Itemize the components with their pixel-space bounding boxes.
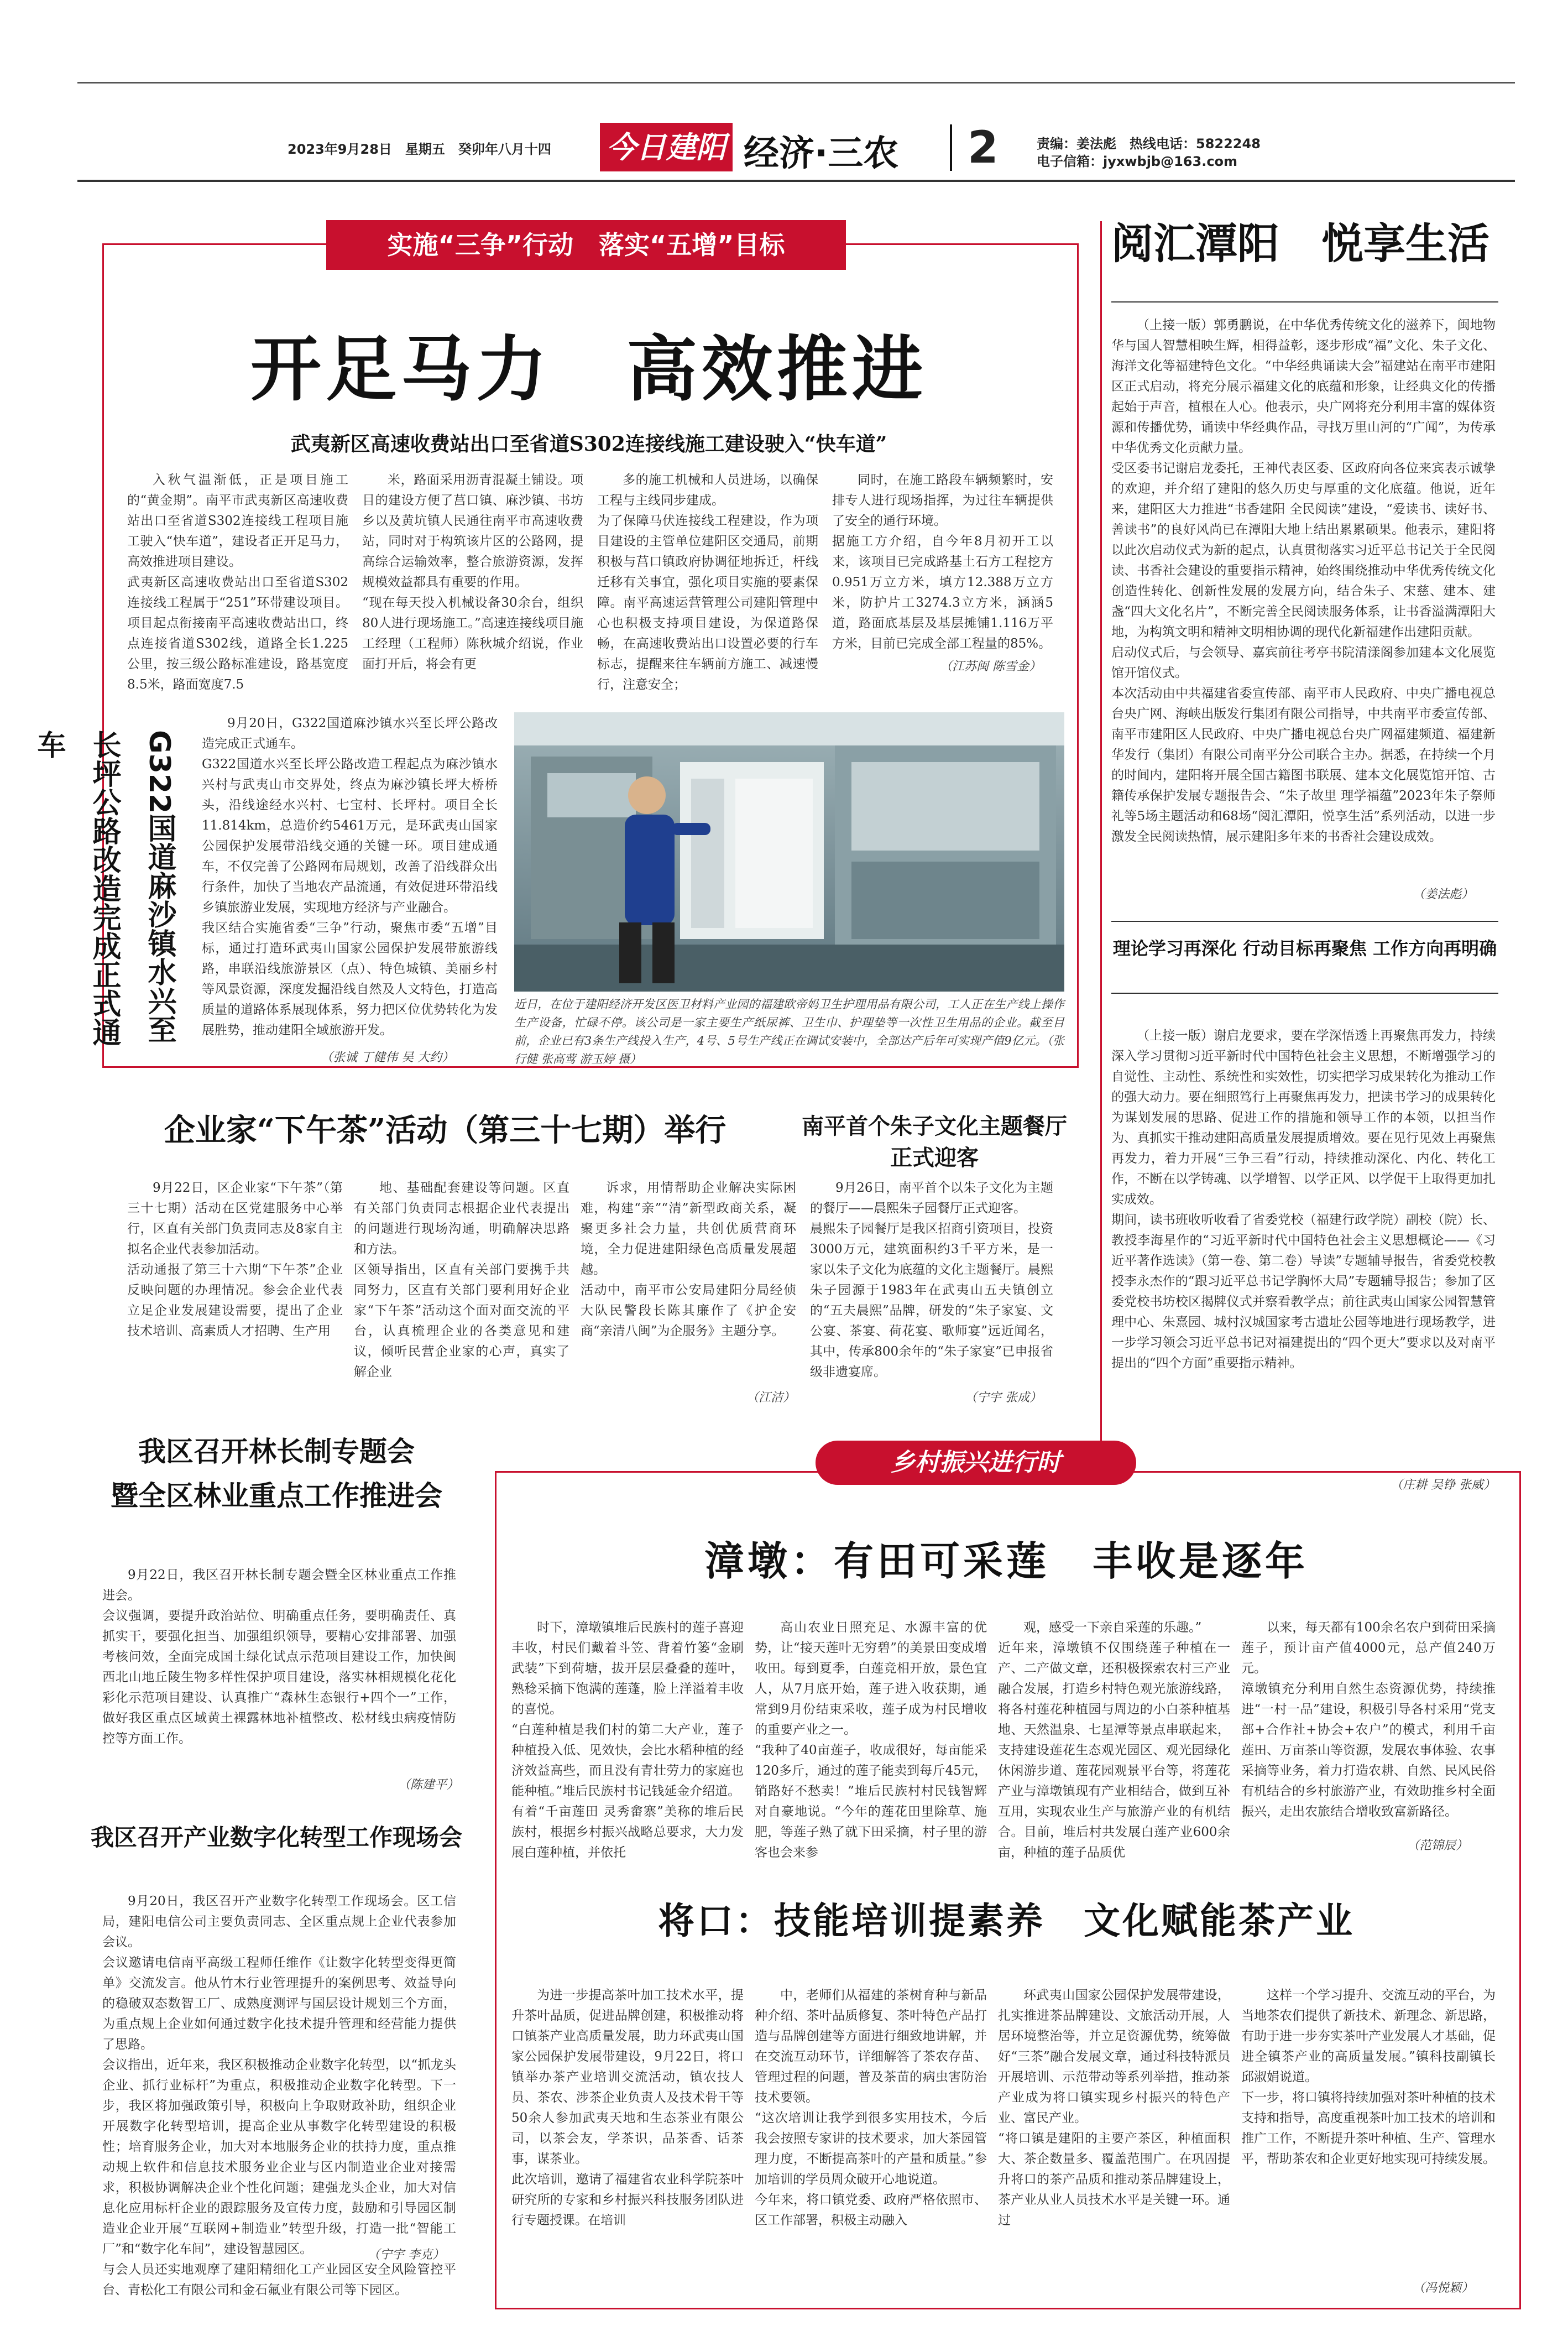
factory-photo <box>514 712 1064 992</box>
digital-title: 我区召开产业数字化转型工作现场会 <box>90 1824 462 1851</box>
right-divider <box>1111 921 1498 922</box>
zhuzi-byline: （宁宇 张成） <box>965 1391 1042 1405</box>
lead-col-1: 入秋气温渐低，正是项目施工的“黄金期”。南平市武夷新区高速收费站出口至省道S302连接线工程项目施工驶入“快车道”，建设者正开足马力，高效推进项目建设。 武夷新区高速收费站出口至省道S302连接线工程属于“251”环带建设项目。项目起点衔接南平高速收费站出口，终点连接省道S302线，道路全长1.225公里，按三级公路标准建设，路基宽度8.5米，路面宽度7.5 <box>127 473 348 692</box>
rural-story1-title: 漳墩：有田可采莲 丰收是逐年 <box>704 1537 1308 1584</box>
forest-title-2: 暨全区林业重点工作推进会 <box>111 1479 442 1512</box>
logo-text: 今日建阳 <box>607 129 726 165</box>
forest-title-1: 我区召开林长制专题会 <box>138 1435 415 1468</box>
page-divider <box>950 124 952 171</box>
right-title: 阅汇潭阳 悦享生活 <box>1111 219 1489 268</box>
paper-logo <box>600 123 733 171</box>
g322-byline: （张诚 丁健伟 吴 大约） <box>321 1051 454 1065</box>
rural-banner: 乡村振兴进行时 <box>816 1441 1136 1485</box>
masthead-rule <box>77 180 1515 182</box>
theory-title-rule <box>1111 993 1498 994</box>
lead-title: 开足马力 高效推进 <box>250 328 927 411</box>
rural-story2-col-3: 环武夷山国家公园保护发展带建设，扎实推进茶品牌建设、文旅活动开展，人居环境整治等，并立足资源优势，统筹做好“三茶”融合发展文章，通过科技特派员开展培训、示范带动等系列举措，推动茶产业成为将口镇实现乡村振兴的特色产业、富民产业。 “将口镇是建阳的主要产茶区，种植面积大、茶企数量多、覆盖范围广。在巩固提升将口的茶产品质和推动茶品牌建设上，茶产业从业人员技术水平是关键一环。通过 <box>998 1988 1230 2228</box>
digital-body: 9月20日，我区召开产业数字化转型工作现场会。区工信局，建阳电信公司主要负责同志、全区重点规上企业代表参加会议。 会议邀请电信南平高级工程师任维作《让数字化转型变得更简单》交流发言。他从竹木行业管理提升的案例思考、效益导向的稳破双态数智工厂、成熟度测评与国层设计规划三个方面，为重点规上企业如何通过数字化技术提升管理和经营能力提供了思路。 会议指出，近年来，我区积极推动企业数字化转型，以“抓龙头企业、抓行业标杆”为重点，积极推动企业数字化转型。下一步，我区将加强政策引导，积极向上争取财政补助，组织企业开展数字化转型培训，提高企业从事数字化转型建设的积极性；培育服务企业，加大对本地服务企业的扶持力度，重点推动规上软件和信息技术服务业企业与区内制造业企业对接需求，积极协调解决企业个性化问题；建强龙头企业，加大对信息化应用标杆企业的跟踪服务及宣传力度，鼓励和引导园区制造业企业开展“互联网+制造业”转型升级，打造一批“智能工厂”和“数字化车间”，建设智慧园区。 与会人员还实地观摩了建阳精细化工产业园区安全风险管控平台、青松化工有限公司和金石氟业有限公司等下园区。 <box>102 1894 456 2297</box>
lead-col-2: 米，路面采用沥青混凝土铺设。项目的建设方便了莒口镇、麻沙镇、书坊乡以及黄坑镇人民通往南平市高速收费站，同时对于构筑该片区的公路网，提高综合运输效率，整合旅游资源，发挥规模效益都具有重要的作用。 “现在每天投入机械设备30余台，组织80人进行现场施工。”高速连接线项目施工经理（工程师）陈秋城介绍说，作业面打开后，将会有更 <box>362 473 583 671</box>
rural-story2-col-4: 这样一个学习提升、交流互动的平台，为当地茶农们提供了新技术、新理念、新思路，有助于进一步夯实茶叶产业发展人才基础，促进全镇茶产业的高质量发展。”镇科技副镇长邱淑娟说道。 下一步，将口镇将持续加强对茶叶种植的技术支持和指导，高度重视茶叶加工技术的培训和推广工作，不断提升茶叶种植、生产、管理水平，帮助茶农和企业更好地实现可持续发展。 <box>1241 1988 1496 2166</box>
rural-story2-col-2: 中，老师们从福建的茶树育种与新品种介绍、茶叶品质修复、茶叶特色产品打造与品牌创建等方面进行细致地讲解，并在交流互动环节，详细解答了茶农存苗、管理过程的问题，普及茶苗的病虫害防治技术要领。 “这次培训让我学到很多实用技术，今后我会按照专家讲的技术要求，加大茶园管理力度，不断提高茶叶的产量和质量。”参加培训的学员周众破开心地说道。 今年来，将口镇党委、政府严格依照市、区工作部署，积极主动融入 <box>755 1988 987 2228</box>
lead-kicker: 实施“三争”行动 落实“五增”目标 <box>326 220 846 270</box>
page-number: 2 <box>968 122 999 173</box>
rural-story2-byline: （冯悦颖） <box>1413 2281 1474 2295</box>
zhuzi-title: 南平首个朱子文化主题餐厅正式迎客 <box>802 1114 1067 1171</box>
theory-byline: （庄耕 吴铮 张威） <box>1391 1478 1496 1492</box>
rural-story1-col-3: 观，感受一下亲自采莲的乐趣。” 近年来，漳墩镇不仅围绕莲子种植在一产、二产做文章，还积极探索农村三产业融合发展，打造乡村特色观光旅游线路，将各村莲花种植园与周边的小白茶种植基地、天然温泉、七星潭等景点串联起来，支持建设莲花生态观光园区、观光园绿化休闲游步道、莲花园观景平台等，将莲花产业与漳墩镇现有产业相结合，做到互补互用，实现农业生产与旅游产业的有机结合。目前，堆后村共发展白莲产业600余亩，种植的莲子品质优 <box>998 1620 1230 1860</box>
tea-title: 企业家“下午茶”活动（第三十七期）举行 <box>164 1112 726 1149</box>
digital-byline: （宁宇 李克） <box>368 2248 445 2262</box>
lead-col-4: 同时，在施工路段车辆频繁时，安排专人进行现场指挥，为过往车辆提供了安全的通行环境。 据施工方介绍，自今年8月初开工以来，该项目已完成路基土石方工程挖方0.951万立方米，填方12.388万立方米，防护片工3274.3立方米，涵涵5道，路面底基层及基层摊铺1.116万平方米，目前已完成全部工程量的85%。 <box>832 473 1053 651</box>
zhuzi-body: 9月26日，南平首个以朱子文化为主题的餐厅——晨熙朱子园餐厅正式迎客。 晨熙朱子园餐厅是我区招商引资项目，投资3000万元，建筑面积约3千平方米，是一家以朱子文化为底蕴的文化主题餐厅。晨熙朱子园源于1983年在武夷山五夫镇创立的“五夫晨熙”品牌，研发的“朱子家宴、文公宴、茶宴、荷花宴、歌师宴”远近闻名，其中，传承800余年的“朱子家宴”已申报省级非遗宴席。 <box>810 1181 1053 1379</box>
top-rule <box>77 82 1515 84</box>
right-byline: （姜法彪） <box>1413 888 1474 901</box>
forest-body: 9月22日，我区召开林长制专题会暨全区林业重点工作推进会。 会议强调，要提升政治站位、明确重点任务，要明确责任、真抓实干，要强化担当、加强组织领导，要精心安排部署、加强考核问效，全面完成国土绿化试点示范项目建设工作，加快闽西北山地丘陵生物多样性保护项目建设，落实林相规模化花化彩化示范项目建设、认真推广“森林生态银行+四个一”工作，做好我区重点区域黄土裸露林地补植整改、松材线虫病疫情防控等方面工作。 <box>102 1568 456 1746</box>
tea-col-2: 地、基础配套建设等问题。区直有关部门负责同志根据企业代表提出的问题进行现场沟通，明确解决思路和方法。 区领导指出，区直有关部门要携手共同努力，区直有关部门要利用好企业家“下午茶”活动这个面对面交流的平台，认真梳理企业的各类意见和建议，倾听民营企业家的心声，真实了解企业 <box>354 1181 569 1379</box>
g322-title <box>32 730 187 1056</box>
factory-photo-art <box>514 712 1064 992</box>
rural-story1-col-1: 时下，漳墩镇堆后民族村的莲子喜迎丰收，村民们戴着斗笠、背着竹篓“金刷武装”下到荷塘，拔开层层叠叠的莲叶，熟稔采摘下饱满的莲蓬，脸上洋溢着丰收的喜悦。 “白莲种植是我们村的第二大产业，莲子种植投入低、见效快，会比水稻种植的经济效益高些，而且没有青壮劳力的家庭也能种植。”堆后民族村书记钱延金介绍道。 有着“千亩莲田 灵秀畲寨”美称的堆后民族村，根据乡村振兴战略总要求，大力发展白莲种植，并依托 <box>511 1620 744 1860</box>
right-title-rule <box>1111 301 1498 303</box>
rural-story1-col-2: 高山农业日照充足、水源丰富的优势，让“接天莲叶无穷碧”的美景田变成增收田。每到夏季，白莲竞相开放，景色宜人，从7月底开始，莲子进入收获期，通常到9月份结束采收，莲子成为村民增收的重要产业之一。 “我种了40亩莲子，收成很好，每亩能采120多斤，通过的莲子能卖到每斤45元，销路好不愁卖！”堆后民族村村民钱智辉对自豪地说。“今年的莲花田里除草、施肥，等莲子熟了就下田采摘，村子里的游客也会来参 <box>755 1620 987 1860</box>
theory-body: （上接一版）谢启龙要求，要在学深悟透上再聚焦再发力，持续深入学习贯彻习近平新时代中国特色社会主义思想，不断增强学习的自觉性、主动性、系统性和实效性，切实把学习成果转化为推动工作的强大动力。要在细照笃行上再聚焦再发力，把读书学习的成果转化为谋划发展的思路、促进工作的措施和领导工作的本领，以担当作为、真抓实干推动建阳高质量发展提质增效。要在见行见效上再聚焦再发力，着力开展“三争三看”行动，持续推动深化、内化、转化工作，不断在以学铸魂、以学增智、以学正风、以学促干上取得更加扎实成效。 期间，读书班收听收看了省委党校（福建行政学院）副校（院）长、教授李海星作的“习近平新时代中国特色社会主义思想概论——《习近平著作选读》（第一卷、第二卷）导读”专题辅导报告，省委党校教授李永杰作的“跟习近平总书记学胸怀大局”专题辅导报告；参加了区委党校书坊校区揭牌仪式并察看教学点；前往武夷山国家公园智慧管理中心、朱熹园、城村汉城国家考古遗址公园等地进行现场教学，进一步学习领会习近平总书记对福建提出的“四个更大”要求以及对南平提出的“四个方面”重要指示精神。 <box>1111 1029 1496 1370</box>
photo-caption: 近日，在位于建阳经济开发区医卫材料产业园的福建欧帝妈卫生护理用品有限公司，工人正在生产线上操作生产设备，忙碌不停。该公司是一家主要生产纸尿裤、卫生巾、护理垫等一次性卫生用品的企业。截至目前，企业已有3条生产线投入生产，4号、5号生产线正在调试安装中，全部达产后年可实现产值9亿元。（张行健 张高莺 游玉婷 摄） <box>514 998 1064 1066</box>
issue-date: 2023年9月28日 星期五 癸卯年八月十四 <box>288 142 551 157</box>
theory-title: 理论学习再深化 行动目标再聚焦 工作方向再明确 <box>1112 938 1497 959</box>
lead-col-3: 多的施工机械和人员进场，以确保工程与主线同步建成。 为了保障马伏连接线工程建设，作为项目建设的主管单位建阳区交通局，前期积极与莒口镇政府协调征地拆迁，杆线迁移有关事宜，强化项目实施的要素保障。南平高速运营管理公司建阳管理中心也积极支持项目建设，为保道路保畅，在高速收费站出口设置必要的行车标志，提醒来往车辆前方施工、减速慢行，注意安全； <box>597 473 818 692</box>
tea-col-1: 9月22日，区企业家“下午茶”（第三十七期）活动在区党建服务中心举行，区直有关部门负责同志及8家自主拟名企业代表参加活动。 活动通报了第三十六期“下午茶”企业反映问题的办理情况。参会企业代表立足企业发展建设需要，提出了企业技术培训、高素质人才招聘、生产用 <box>127 1181 343 1338</box>
g322-body: 9月20日，G322国道麻沙镇水兴至长坪公路改造完成正式通车。 G322国道水兴至长坪公路改造工程起点为麻沙镇水兴村与武夷山市交界处，终点为麻沙镇长坪大桥桥头，沿线途经水兴村、七宝村、长坪村。项目全长11.814km，总造价约5461万元，是环武夷山国家公园保护发展带沿线交通的关键一环。项目建成通车，不仅完善了公路网布局规划，改善了沿线群众出行条件，加快了当地农产品流通，有效促进环带沿线乡镇旅游业发展，实现地方经济与产业融合。 我区结合实施省委“三争”行动，聚焦市委“五增”目标，通过打造环武夷山国家公园保护发展带旅游线路，串联沿线旅游景区（点）、特色城镇、美丽乡村等风景资源，深度发掘沿线自然及人文特色，打造高质量的道路体系展现体系，努力把区位优势转化为发展胜势，推动建阳全域旅游开发。 <box>202 716 498 1037</box>
rural-story2-title: 将口：技能培训提素养 文化赋能茶产业 <box>658 1899 1355 1942</box>
editor-email: 电子信箱：jyxwbjb@163.com <box>1037 154 1238 169</box>
rural-story2-col-1: 为进一步提高茶叶加工技术水平，提升茶叶品质，促进品牌创建，积极推动将口镇茶产业高质量发展，助力环武夷山国家公园保护发展带建设，9月22日，将口镇举办茶产业培训交流活动，镇农技人员、茶农、涉茶企业负责人及技术骨干等50余人参加武夷天地和生态茶业有限公司，以茶会友，学茶识，品茶香、话茶事，谋茶业。 此次培训，邀请了福建省农业科学院茶叶研究所的专家和乡村振兴科技服务团队进行专题授课。在培训 <box>511 1988 744 2228</box>
right-column-rule <box>1100 221 1102 1477</box>
lead-subtitle: 武夷新区高速收费站出口至省道S302连接线施工建设驶入“快车道” <box>290 432 887 456</box>
lead-byline: （江苏闽 陈雪金） <box>940 660 1041 674</box>
tea-byline: （江洁） <box>746 1391 796 1405</box>
tea-col-3: 诉求，用情帮助企业解决实际困难，构建“亲”“清”新型政商关系，凝聚更多社会力量，共创优质营商环境，全力促进建阳绿色高质量发展超越。 活动中，南平市公安局建阳分局经侦大队民警段长陈其廉作了《护企安商“亲清八闽”为企服务》主题分享。 <box>581 1181 796 1338</box>
editor-info: 责编：姜法彪 热线电话：5822248 <box>1037 136 1261 152</box>
rural-story1-col-4: 以来，每天都有100余名农户到荷田采摘莲子，预计亩产值4000元，总产值240万元。 漳墩镇充分利用自然生态资源优势，持续推进“一村一品”建设，积极引导各村采用“党支部+合作社+协会+农户”的模式，利用千亩莲田、万亩茶山等资源，发展农事体验、农事采摘等业务，着力打造农耕、自然、民风民俗有机结合的乡村旅游产业，有效助推乡村全面振兴，走出农旅结合增收致富新路径。 <box>1241 1620 1496 1819</box>
rural-story1-byline: （范锦辰） <box>1407 1839 1468 1853</box>
right-body: （上接一版）郭勇鹏说，在中华优秀传统文化的滋养下，闽地物华与国人智慧相映生辉，相得益彰，逐步形成“福”文化、朱子文化、海洋文化等福建特色文化。“中华经典诵读大会”福建站在南平市建阳区正式启动，将充分展示福建文化的底蕴和形象，让经典文化的传播起始于声音，植根在人心。他表示，央广网将充分利用丰富的媒体资源和传播优势，诵读中华经典作品，寻找万里山河的“广闻”，为传承中华优秀文化贡献力量。 受区委书记谢启龙委托，王神代表区委、区政府向各位来宾表示诚挚的欢迎，并介绍了建阳的悠久历史与厚重的文化底蕴。他说，近年来，建阳区大力推进“书香建阳 全民阅读”建设，“爱读书、读好书、善读书”的良好风尚已在潭阳大地上结出累累硕果。他表示，建阳将以此次启动仪式为新的起点，认真贯彻落实习近平总书记关于全民阅读、书香社会建设的重要指示精神，始终围绕推动中华优秀传统文化创造性转化、创新性发展的发展方向，结合朱子、宋慈、建本、建盏“四大文化名片”，不断完善全民阅读服务体系，让书香溢满潭阳大地，为构筑文明和精神文明相协调的现代化新福建作出建阳贡献。 启动仪式后，与会领导、嘉宾前往考亭书院清漾阁参加建本文化展览馆开馆仪式。 本次活动由中共福建省委宣传部、南平市人民政府、中央广播电视总台央广网、海峡出版发行集团有限公司指导，中共南平市委宣传部、南平市建阳区人民政府、中央广播电视总台央广网福建频道、福建新华发行（集团）有限公司南平分公司联合主办。据悉，在持续一个月的时间内，建阳将开展全国古籍图书联展、建本文化展览馆开馆、古籍传承保护发展专题报告会、“朱子故里 理学福蕴”2023年朱子祭师礼等5场主题活动和68场“阅汇潭阳，悦享生活”系列活动，以进一步激发全民阅读热情，展示建阳多年来的书香社会建设成效。 <box>1111 318 1496 844</box>
g322-title-text: G322国道麻沙镇水兴至长坪公路改造完成正式通车 <box>32 730 176 1046</box>
forest-byline: （陈建平） <box>398 1778 459 1792</box>
section-name: 经济·三农 <box>744 133 899 174</box>
